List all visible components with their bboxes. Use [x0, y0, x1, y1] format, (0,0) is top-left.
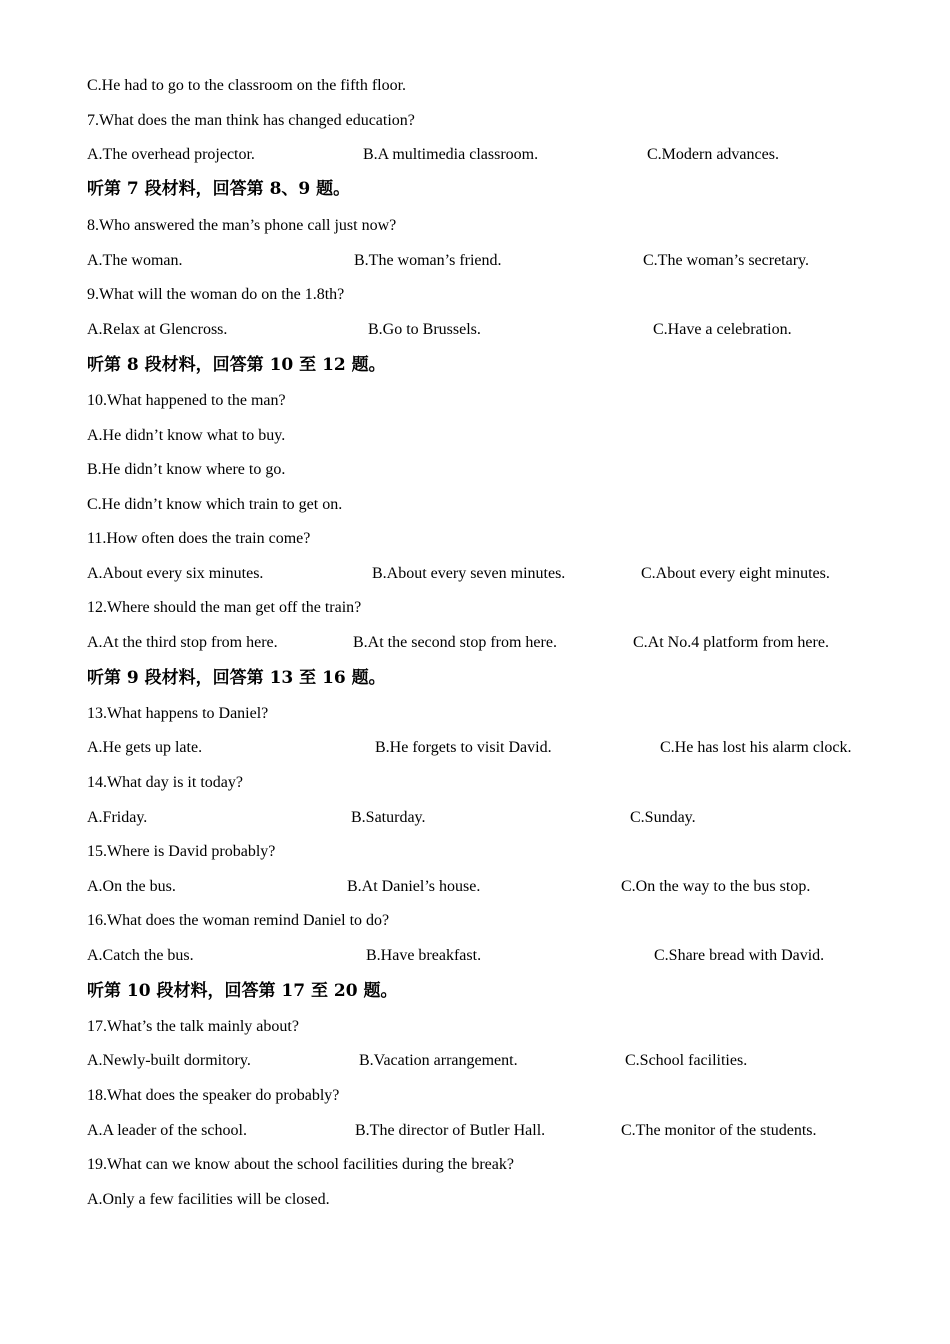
option-c: C.On the way to the bus stop. [621, 878, 811, 895]
option-c: C.About every eight minutes. [641, 565, 830, 582]
option-a: A.Catch the bus. [87, 947, 194, 964]
section-heading: 听第 9 段材料，回答第 13 至 16 题。 [87, 668, 386, 688]
option-b: B.He didn’t know where to go. [87, 461, 286, 478]
question-12: 12.Where should the man get off the train? [87, 599, 362, 616]
section-heading: 听第 10 段材料，回答第 17 至 20 题。 [87, 981, 398, 1001]
option-a: A.Newly-built dormitory. [87, 1052, 251, 1069]
option-c: C.Modern advances. [647, 146, 779, 163]
section-heading: 听第 8 段材料，回答第 10 至 12 题。 [87, 355, 386, 375]
option-a: A.On the bus. [87, 878, 176, 895]
option-a: A.At the third stop from here. [87, 634, 278, 651]
option-c: C.He has lost his alarm clock. [660, 739, 852, 756]
text-line: C.He had to go to the classroom on the fifth floor. [87, 77, 407, 94]
option-c: C.Sunday. [630, 809, 696, 826]
question-17: 17.What’s the talk mainly about? [87, 1018, 299, 1035]
option-b: B.The director of Butler Hall. [355, 1122, 546, 1139]
question-16: 16.What does the woman remind Daniel to do? [87, 912, 390, 929]
option-a: A.The overhead projector. [87, 146, 255, 163]
question-15: 15.Where is David probably? [87, 843, 276, 860]
option-c: C.At No.4 platform from here. [633, 634, 829, 651]
question-11: 11.How often does the train come? [87, 530, 311, 547]
option-c: C.Have a celebration. [653, 321, 792, 338]
option-a: A.Only a few facilities will be closed. [87, 1191, 330, 1208]
option-c: C.The monitor of the students. [621, 1122, 817, 1139]
question-10: 10.What happened to the man? [87, 392, 286, 409]
option-c: C.School facilities. [625, 1052, 748, 1069]
option-b: B.At the second stop from here. [353, 634, 557, 651]
option-b: B.Vacation arrangement. [359, 1052, 518, 1069]
option-b: B.About every seven minutes. [372, 565, 566, 582]
question-7: 7.What does the man think has changed education? [87, 112, 415, 129]
option-a: A.Friday. [87, 809, 148, 826]
option-c: C.He didn’t know which train to get on. [87, 496, 343, 513]
option-a: A.He gets up late. [87, 739, 203, 756]
option-c: C.The woman’s secretary. [643, 252, 810, 269]
option-b: B.Go to Brussels. [368, 321, 481, 338]
option-a: A.A leader of the school. [87, 1122, 247, 1139]
option-b: B.A multimedia classroom. [363, 146, 539, 163]
question-18: 18.What does the speaker do probably? [87, 1087, 340, 1104]
question-9: 9.What will the woman do on the 1.8th? [87, 286, 345, 303]
question-14: 14.What day is it today? [87, 774, 243, 791]
option-b: B.The woman’s friend. [354, 252, 502, 269]
option-a: A.He didn’t know what to buy. [87, 427, 286, 444]
option-b: B.He forgets to visit David. [375, 739, 552, 756]
option-a: A.About every six minutes. [87, 565, 264, 582]
option-a: A.The woman. [87, 252, 183, 269]
question-8: 8.Who answered the man’s phone call just now? [87, 217, 397, 234]
option-a: A.Relax at Glencross. [87, 321, 228, 338]
question-13: 13.What happens to Daniel? [87, 705, 269, 722]
option-b: B.At Daniel’s house. [347, 878, 481, 895]
option-c: C.Share bread with David. [654, 947, 825, 964]
option-b: B.Have breakfast. [366, 947, 482, 964]
option-b: B.Saturday. [351, 809, 426, 826]
question-19: 19.What can we know about the school facilities during the break? [87, 1156, 514, 1173]
section-heading: 听第 7 段材料，回答第 8、9 题。 [87, 179, 351, 199]
